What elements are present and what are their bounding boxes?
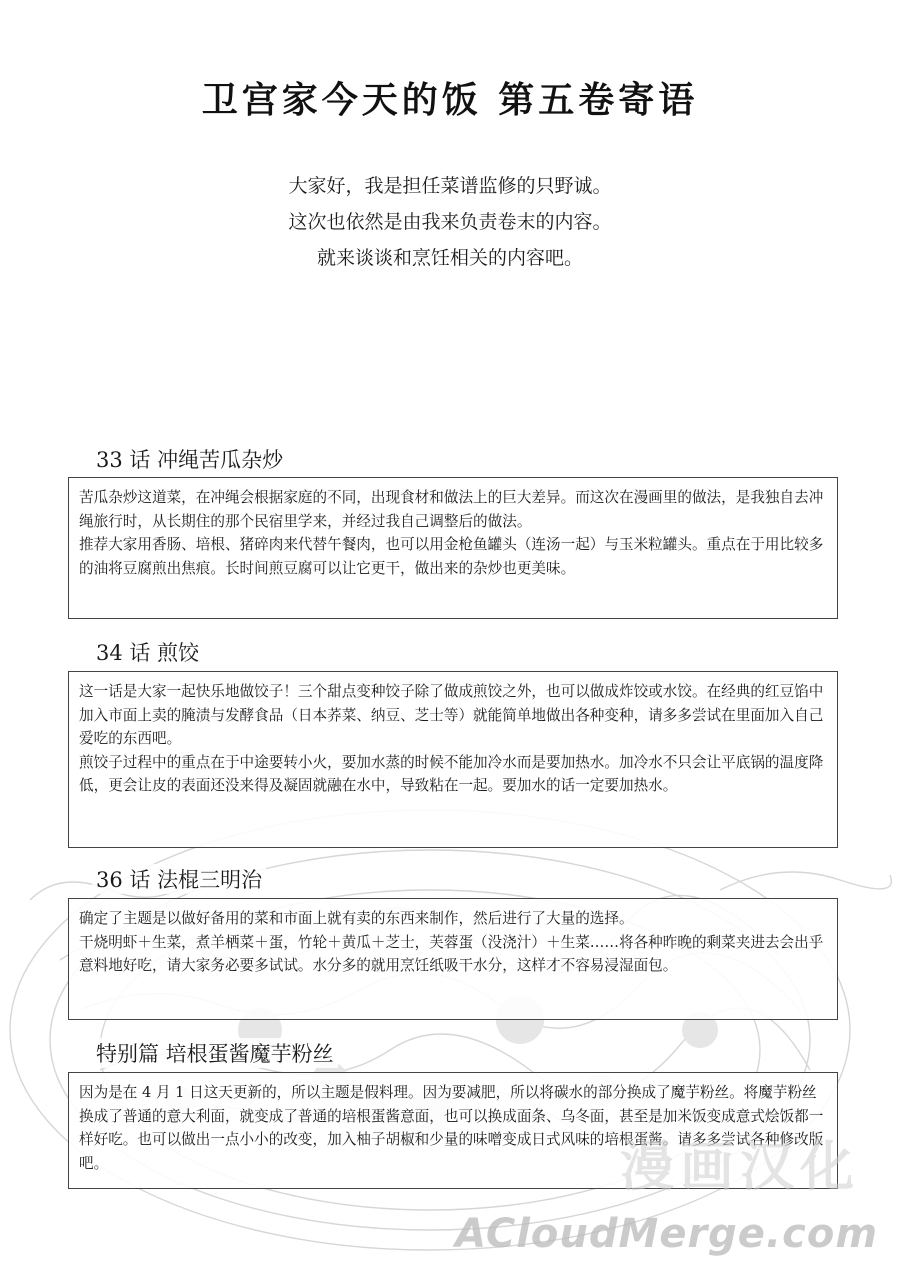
section-paragraph: 苦瓜杂炒这道菜，在冲绳会根据家庭的不同，出现食材和做法上的巨大差异。而这次在漫画里的做法，是我独自去冲绳旅行时，从长期住的那个民宿里学来，并经过我自己调整后的做法。	[79, 489, 824, 530]
section-paragraph: 干烧明虾＋生菜，煮羊栖菜＋蛋，竹轮＋黄瓜＋芝士，芙蓉蛋（没浇汁）＋生菜……将各种昨晚的剩菜夹进去会出乎意料地好吃，请大家务必要多试试。水分多的就用烹饪纸吸干水分，这样才不容易浸湿面包。	[79, 933, 824, 974]
section-paragraph: 推荐大家用香肠、培根、猪碎肉来代替午餐肉，也可以用金枪鱼罐头（连汤一起）与玉米粒罐头。重点在于用比较多的油将豆腐煎出焦痕。长时间煎豆腐可以让它更干，做出来的杂炒也更美味。	[79, 536, 824, 577]
intro-line: 这次也依然是由我来负责卷末的内容。	[288, 211, 612, 233]
section-box-34	[68, 671, 838, 848]
section-paragraph: 因为是在 4 月 1 日这天更新的，所以主题是假料理。因为要减肥，所以将碳水的部分换成了魔芋粉丝。将魔芋粉丝换成了普通的意大利面，就变成了普通的培根蛋酱意面，也可以换成面条、乌冬面，甚至是加米饭变成意式烩饭都一样好吃。也可以做出一点小小的改变，加入柚子胡椒和少量的味噌变成日式风味的培根蛋酱。请多多尝试各种修改版吧。	[79, 1084, 824, 1172]
section-box-36	[68, 898, 838, 1020]
section-box-33	[68, 477, 838, 619]
page-title: 卫宫家今天的饭 第五卷寄语	[201, 79, 699, 121]
section-heading-special: 特别篇 培根蛋酱魔芋粉丝	[92, 1038, 338, 1068]
section-heading-33: 33 话 冲绳苦瓜杂炒	[92, 444, 287, 474]
section-paragraph: 煎饺子过程中的重点在于中途要转小火，要加水蒸的时候不能加冷水而是要加热水。加冷水不只会让平底锅的温度降低，更会让皮的表面还没来得及凝固就融在水中，导致粘在一起。要加水的话一定要加热水。	[79, 753, 824, 794]
intro-text	[0, 168, 900, 276]
watermark-logo: ACloudMerge.com	[455, 1211, 878, 1257]
section-heading-36: 36 话 法棍三明治	[92, 864, 266, 894]
watermark-chinese-text: 漫画汉化	[620, 1135, 860, 1198]
intro-line: 大家好，我是担任菜谱监修的只野诚。	[288, 175, 612, 197]
section-heading-34: 34 话 煎饺	[92, 637, 203, 667]
section-paragraph: 确定了主题是以做好备用的菜和市面上就有卖的东西来制作，然后进行了大量的选择。	[79, 910, 634, 927]
section-paragraph: 这一话是大家一起快乐地做饺子！三个甜点变种饺子除了做成煎饺之外，也可以做成炸饺或水饺。在经典的红豆馅中加入市面上卖的腌渍与发酵食品（日本荞菜、纳豆、芝士等）就能简单地做出各种变种，请多多尝试在里面加入自己爱吃的东西吧。	[79, 683, 824, 747]
intro-line: 就来谈谈和烹饪相关的内容吧。	[316, 247, 583, 269]
